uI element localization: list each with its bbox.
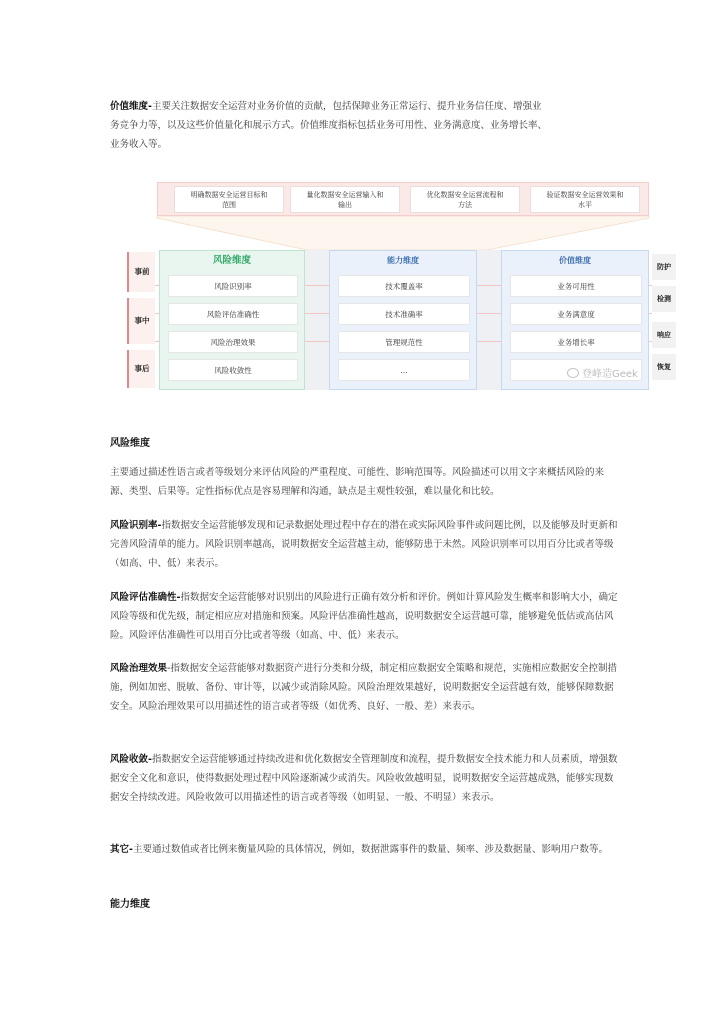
panel-risk bbox=[159, 250, 305, 390]
risk-item-4: 风险收敛性 bbox=[168, 359, 298, 381]
intro-paragraph bbox=[110, 97, 620, 154]
item-term: 风险评估准确性- bbox=[110, 592, 181, 603]
watermark-text: 登峰造Geek bbox=[582, 369, 638, 380]
top-box-2: 量化数据安全运营输入和 输出 bbox=[290, 186, 400, 213]
item-risk-identification bbox=[110, 516, 620, 573]
item-text: 主要通过数值或者比例来衡量风险的具体情况，例如，数据泄露事件的数量、频率、涉及数据量、影响用户数等。 bbox=[132, 844, 608, 855]
intro-term: 价值维度- bbox=[110, 101, 152, 112]
value-item-3: 业务增长率 bbox=[510, 331, 642, 353]
capability-item-2: 技术准确率 bbox=[338, 303, 470, 325]
top-goals-band bbox=[157, 182, 649, 216]
risk-item-2: 风险评估准确性 bbox=[168, 303, 298, 325]
label-detect: 检测 bbox=[652, 286, 676, 312]
capability-dimension-heading: 能力维度 bbox=[110, 899, 150, 910]
risk-item-3: 风险治理效果 bbox=[168, 331, 298, 353]
item-risk-governance bbox=[110, 659, 620, 716]
label-recover: 恢复 bbox=[652, 354, 676, 380]
item-term: 风险识别率- bbox=[110, 520, 162, 531]
intro-line-3: 业务收入等。 bbox=[110, 139, 168, 150]
item-term: 风险治理效果 bbox=[110, 663, 168, 674]
item-risk-convergence bbox=[110, 750, 620, 807]
panel-risk-title: 风险维度 bbox=[212, 255, 251, 266]
intro-line-1: 主要关注数据安全运营对业务价值的贡献，包括保障业务正常运行、提升业务信任度、增强业 bbox=[151, 101, 542, 112]
panel-capability-title: 能力维度 bbox=[387, 256, 419, 265]
top-box-1: 明确数据安全运营目标和 范围 bbox=[174, 186, 284, 213]
risk-intro-paragraph: 主要通过描述性语言或者等级划分来评估风险的严重程度、可能性、影响范围等。风险描述可以用文字来概括风险的来源、类型、后果等。定性指标优点是容易理解和沟通，缺点是主观性较强，难以量化和比较。 bbox=[110, 467, 605, 497]
metrics-diagram bbox=[127, 180, 671, 395]
top-box-4: 验证数据安全运营效果和 水平 bbox=[530, 186, 640, 213]
wechat-icon bbox=[567, 368, 579, 378]
panel-capability bbox=[329, 250, 477, 390]
risk-item-1: 风险识别率 bbox=[168, 275, 298, 297]
item-text: 指数据安全运营能够发现和记录数据处理过程中存在的潜在或实际风险事件或问题比例，以及能够及时更新和完善风险清单的能力。风险识别率越高，说明数据安全运营越主动，能够防患于未然。风险识别率可以用百分比或者等级（如高、中、低）来表示。 bbox=[110, 520, 618, 569]
value-item-2: 业务满意度 bbox=[510, 303, 642, 325]
watermark bbox=[567, 365, 638, 380]
label-protect: 防护 bbox=[652, 254, 676, 280]
item-term: 其它- bbox=[110, 844, 133, 855]
label-after: 事后 bbox=[127, 350, 155, 388]
value-item-1: 业务可用性 bbox=[510, 275, 642, 297]
item-term: 风险收敛- bbox=[110, 754, 152, 765]
gap-band-1 bbox=[305, 250, 329, 390]
capability-item-4: ... bbox=[338, 359, 470, 381]
item-risk-assessment bbox=[110, 588, 620, 645]
label-respond: 响应 bbox=[652, 322, 676, 348]
gap-band-2 bbox=[477, 250, 501, 390]
risk-dimension-heading: 风险维度 bbox=[110, 438, 150, 449]
item-text: 指数据安全运营能够对识别出的风险进行正确有效分析和评价。例如计算风险发生概率和影响大小，确定风险等级和优先级，制定相应应对措施和预案。风险评估准确性越高，说明数据安全运营越可靠，能够避免低估或高估风险。风险评估准确性可以用百分比或者等级（如高、中、低）来表示。 bbox=[110, 592, 618, 641]
panel-value-title: 价值维度 bbox=[559, 256, 591, 265]
label-before: 事前 bbox=[127, 252, 155, 292]
capability-item-1: 技术覆盖率 bbox=[338, 275, 470, 297]
capability-item-3: 管理规范性 bbox=[338, 331, 470, 353]
top-box-3: 优化数据安全运营流程和 方法 bbox=[410, 186, 520, 213]
label-during: 事中 bbox=[127, 298, 155, 344]
item-text: 指数据安全运营能够通过持续改进和优化数据安全管理制度和流程，提升数据安全技术能力和人员素质，增强数据安全文化和意识，使得数据处理过程中风险逐渐减少或消失。风险收敛越明显，说明数据安全运营越成熟，能够实现数据安全持续改进。风险收敛可以用描述性的语言或者等级（如明显、一般、不明显）来表示。 bbox=[110, 754, 618, 803]
item-text: -指数据安全运营能够对数据资产进行分类和分级，制定相应数据安全策略和规范，实施相应数据安全控制措施，例如加密、脱敏、备份、审计等，以减少或消除风险。风险治理效果越好，说明数据安全运营越有效，能够保障数据安全。风险治理效果可以用描述性的语言或者等级（如优秀、良好、一般、差）来表示。 bbox=[110, 663, 617, 712]
item-other bbox=[110, 840, 620, 859]
intro-line-2: 务竞争力等，以及这些价值量化和展示方式。价值维度指标包括业务可用性、业务满意度、业务增长率、 bbox=[110, 120, 548, 131]
